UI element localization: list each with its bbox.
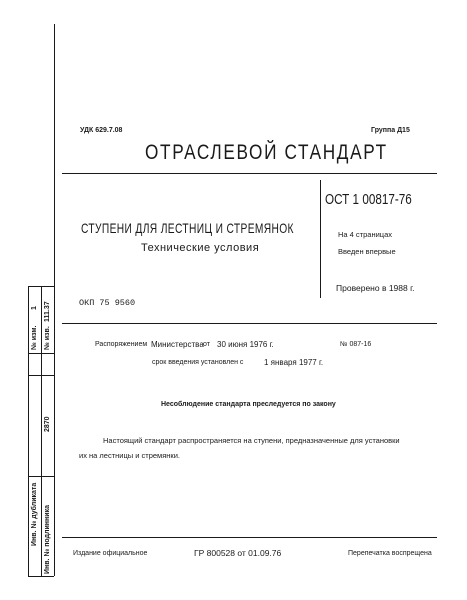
okp-code: ОКП 75 9560 bbox=[79, 298, 136, 308]
margin-izm-label: № изм. bbox=[31, 325, 38, 350]
body-line-2: их на лестницы и стремянки. bbox=[79, 451, 180, 460]
standard-subtitle: Технические условия bbox=[141, 242, 260, 254]
order-date-prefix: от bbox=[203, 341, 210, 348]
official-edition: Издание официальное bbox=[73, 550, 148, 557]
standard-name: СТУПЕНИ ДЛЯ ЛЕСТНИЦ И СТРЕМЯНОК bbox=[81, 220, 294, 236]
pages-count: На 4 страницах bbox=[338, 230, 393, 239]
order-label: Распоряжением bbox=[95, 341, 148, 348]
footer-divider bbox=[62, 537, 437, 538]
margin-strip-left-border bbox=[28, 286, 29, 576]
margin-divider-1 bbox=[28, 353, 54, 354]
margin-izv-value: 111.37 bbox=[44, 301, 51, 322]
header-divider bbox=[62, 173, 437, 174]
body-line-1: Настоящий стандарт распространяется на ступени, предназначенные для установки bbox=[103, 436, 400, 445]
margin-strip-bottom bbox=[28, 576, 54, 577]
order-date: 30 июня 1976 г. bbox=[217, 340, 274, 349]
margin-podl-label: Инв. № подлинника bbox=[44, 505, 51, 574]
margin-izv-label: № изв. bbox=[44, 326, 51, 350]
margin-strip-mid-border bbox=[41, 286, 42, 576]
margin-box2-value: 2870 bbox=[44, 416, 51, 432]
margin-strip-right-border bbox=[54, 24, 55, 576]
order-number: № 087-16 bbox=[340, 341, 372, 348]
group-code: Группа Д15 bbox=[371, 127, 410, 134]
deadline-label: срок введения установлен с bbox=[152, 359, 244, 366]
deadline-date: 1 января 1977 г. bbox=[264, 358, 324, 367]
margin-dubl-label: Инв. № дубликата bbox=[31, 482, 38, 546]
legal-notice: Несоблюдение стандарта преследуется по закону bbox=[161, 401, 336, 408]
udk-code: УДК 629.7.08 bbox=[80, 127, 123, 134]
margin-izm-value: 1 bbox=[31, 306, 38, 310]
introduced-first: Введен впервые bbox=[338, 247, 396, 256]
margin-divider-2 bbox=[28, 375, 54, 376]
gr-registration: ГР 800528 от 01.09.76 bbox=[194, 548, 282, 558]
document-title: ОТРАСЛЕВОЙ СТАНДАРТ bbox=[145, 141, 388, 164]
standard-block-divider bbox=[320, 180, 321, 298]
checked-year: Проверено в 1988 г. bbox=[336, 283, 415, 293]
margin-divider-3 bbox=[28, 476, 54, 477]
standard-divider bbox=[62, 323, 437, 324]
margin-strip-top bbox=[28, 286, 54, 287]
order-ministry: Министерства bbox=[151, 340, 204, 349]
standard-number: ОСТ 1 00817-76 bbox=[325, 191, 412, 208]
reprint-prohibited: Перепечатка воспрещена bbox=[348, 550, 432, 557]
